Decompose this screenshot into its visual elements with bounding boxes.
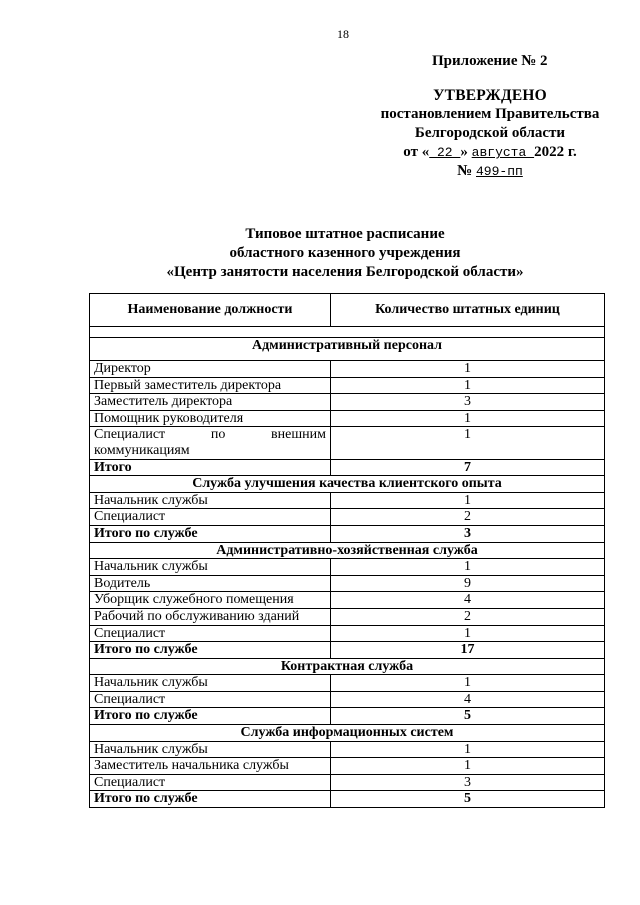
count-cell: 1 xyxy=(331,492,605,509)
position-line-1: Специалист по внешним xyxy=(94,427,326,443)
count-cell: 1 xyxy=(331,361,605,378)
total-label: Итого xyxy=(90,459,331,476)
date-mid: » xyxy=(460,144,468,160)
position-cell: Начальник службы xyxy=(90,492,331,509)
position-cell: Помощник руководителя xyxy=(90,410,331,427)
table-row xyxy=(90,774,605,791)
section-header xyxy=(90,658,605,675)
count-cell: 2 xyxy=(331,608,605,625)
approval-line-2: Белгородской области xyxy=(414,125,566,141)
table-row xyxy=(90,592,605,609)
total-label: Итого по службе xyxy=(90,708,331,725)
appendix-label: Приложение № 2 xyxy=(432,53,548,69)
table-row xyxy=(90,509,605,526)
count-cell: 4 xyxy=(331,592,605,609)
table-header-row xyxy=(90,294,605,327)
approval-block xyxy=(370,86,610,181)
table-row xyxy=(90,427,605,459)
count-cell: 4 xyxy=(331,691,605,708)
total-value: 3 xyxy=(331,525,605,542)
position-cell: Специалист xyxy=(90,774,331,791)
position-cell: Рабочий по обслуживанию зданий xyxy=(90,608,331,625)
table-row xyxy=(90,691,605,708)
total-row xyxy=(90,525,605,542)
count-cell: 1 xyxy=(331,625,605,642)
section-header xyxy=(90,338,605,361)
total-label: Итого по службе xyxy=(90,525,331,542)
table-row xyxy=(90,675,605,692)
total-value: 5 xyxy=(331,791,605,808)
count-cell: 2 xyxy=(331,509,605,526)
table-row xyxy=(90,608,605,625)
section-title: Служба улучшения качества клиентского опыта xyxy=(90,476,605,493)
table-row xyxy=(90,410,605,427)
position-cell: Специалист xyxy=(90,691,331,708)
total-value: 5 xyxy=(331,708,605,725)
approval-heading: УТВЕРЖДЕНО xyxy=(433,87,547,104)
date-year: 2022 г. xyxy=(534,144,577,160)
number-value: 499-пп xyxy=(476,164,523,179)
total-row xyxy=(90,459,605,476)
table-row xyxy=(90,625,605,642)
count-cell: 3 xyxy=(331,394,605,411)
count-cell: 1 xyxy=(331,675,605,692)
header-count: Количество штатных единиц xyxy=(331,294,605,327)
section-header xyxy=(90,725,605,742)
title-line-3: «Центр занятости населения Белгородской области» xyxy=(166,264,524,280)
position-cell: Специалист xyxy=(90,509,331,526)
table-row xyxy=(90,758,605,775)
date-prefix: от « xyxy=(403,144,430,160)
table-row xyxy=(90,492,605,509)
count-cell: 1 xyxy=(331,559,605,576)
total-row xyxy=(90,708,605,725)
position-cell: Начальник службы xyxy=(90,741,331,758)
position-cell: Водитель xyxy=(90,575,331,592)
spacer-cell xyxy=(90,327,605,338)
position-cell xyxy=(90,427,331,459)
date-day: 22 xyxy=(429,145,461,160)
total-value: 17 xyxy=(331,642,605,659)
section-title: Служба информационных систем xyxy=(90,725,605,742)
date-month: августа xyxy=(471,145,535,160)
count-cell: 9 xyxy=(331,575,605,592)
title-line-2: областного казенного учреждения xyxy=(229,245,461,261)
section-header xyxy=(90,476,605,493)
position-cell: Начальник службы xyxy=(90,675,331,692)
position-cell: Специалист xyxy=(90,625,331,642)
header-position: Наименование должности xyxy=(90,294,331,327)
page-number: 18 xyxy=(337,27,349,41)
section-title: Административный персонал xyxy=(90,338,605,361)
position-cell: Уборщик служебного помещения xyxy=(90,592,331,609)
approval-date xyxy=(370,143,610,162)
approval-number xyxy=(370,162,610,181)
total-label: Итого по службе xyxy=(90,642,331,659)
table-row xyxy=(90,394,605,411)
count-cell: 1 xyxy=(331,427,605,459)
position-line-2: коммуникациям xyxy=(94,442,190,458)
table-row xyxy=(90,575,605,592)
total-row xyxy=(90,642,605,659)
title-line-1: Типовое штатное расписание xyxy=(245,226,445,242)
position-cell: Первый заместитель директора xyxy=(90,377,331,394)
table-row xyxy=(90,559,605,576)
staff-table xyxy=(89,293,605,808)
position-cell: Заместитель директора xyxy=(90,394,331,411)
count-cell: 1 xyxy=(331,758,605,775)
section-header xyxy=(90,542,605,559)
total-row xyxy=(90,791,605,808)
total-value: 7 xyxy=(331,459,605,476)
document-title xyxy=(100,225,590,282)
count-cell: 1 xyxy=(331,410,605,427)
section-title: Контрактная служба xyxy=(90,658,605,675)
table-row xyxy=(90,377,605,394)
count-cell: 1 xyxy=(331,741,605,758)
position-cell: Заместитель начальника службы xyxy=(90,758,331,775)
table-row xyxy=(90,361,605,378)
table-row xyxy=(90,741,605,758)
approval-line-1: постановлением Правительства xyxy=(380,106,600,122)
count-cell: 3 xyxy=(331,774,605,791)
position-cell: Начальник службы xyxy=(90,559,331,576)
section-title: Административно-хозяйственная служба xyxy=(90,542,605,559)
count-cell: 1 xyxy=(331,377,605,394)
total-label: Итого по службе xyxy=(90,791,331,808)
number-prefix: № xyxy=(457,163,473,179)
spacer-row xyxy=(90,327,605,338)
position-cell: Директор xyxy=(90,361,331,378)
